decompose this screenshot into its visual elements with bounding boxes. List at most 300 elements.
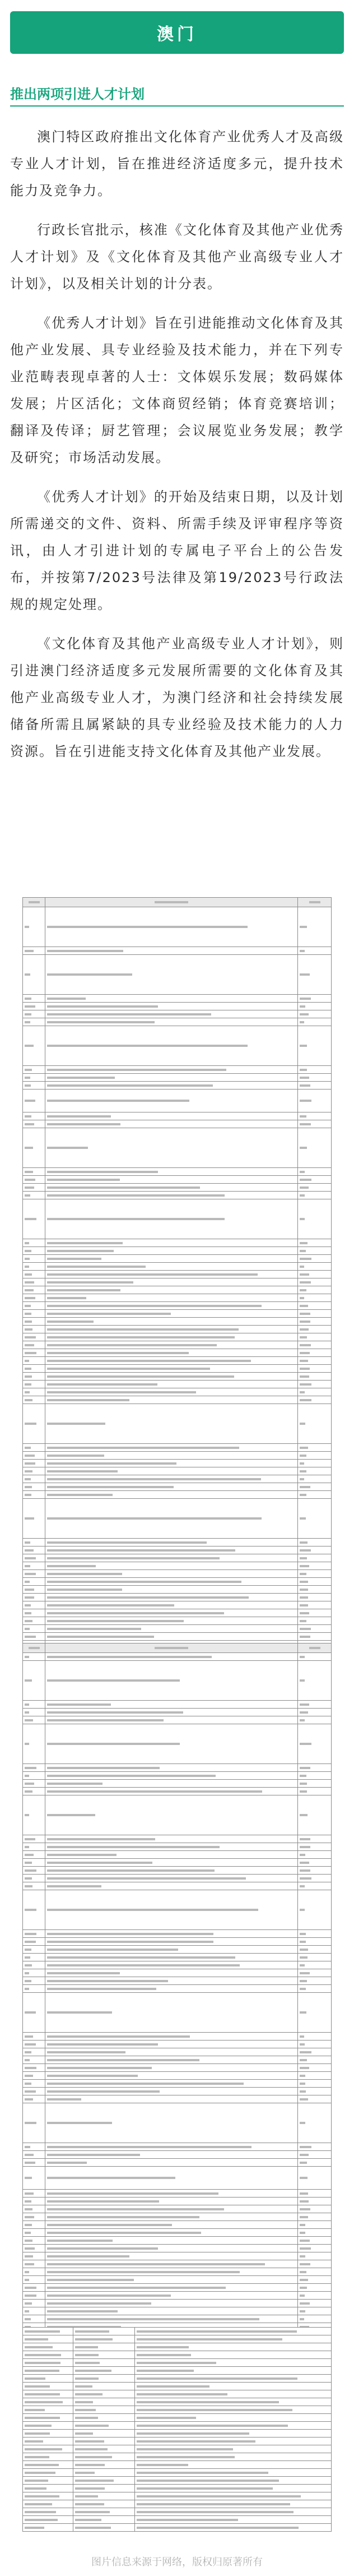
table-cell (298, 1499, 332, 1539)
illegible-text (25, 2385, 50, 2388)
illegible-text (25, 2448, 62, 2450)
table-cell (23, 1709, 45, 1716)
table-cell (298, 1795, 332, 1835)
illegible-text (300, 1069, 307, 1071)
article-body (10, 123, 344, 777)
table-cell (23, 1460, 45, 1467)
illegible-text (25, 1814, 29, 1816)
illegible-text (47, 1719, 164, 1721)
table-cell (298, 1780, 332, 1788)
illegible-text (25, 2287, 36, 2289)
illegible-text (47, 1013, 211, 1015)
table-cell (298, 2190, 332, 2198)
illegible-text (25, 1885, 32, 1887)
table-cell (298, 1120, 332, 1128)
table-cell (23, 1625, 45, 1633)
table-cell (45, 1578, 298, 1586)
table-row (23, 1199, 332, 1239)
illegible-text (47, 1375, 234, 1378)
table-row (23, 2190, 332, 2198)
table-cell (45, 2198, 298, 2205)
illegible-text (137, 2346, 189, 2348)
illegible-text (25, 2059, 30, 2061)
table-cell (45, 1601, 298, 1609)
table-row (23, 1294, 332, 1302)
table-cell (45, 1617, 298, 1625)
illegible-text (300, 1877, 311, 1880)
illegible-text (300, 1980, 307, 1982)
illegible-text (25, 1783, 34, 1785)
table-cell (23, 1074, 45, 1082)
table-cell (298, 1460, 332, 1467)
table-cell (73, 2430, 135, 2437)
image-credit-caption: 图片信息来源于网络，版权归原著所有 (91, 2556, 263, 2568)
table-cell (298, 2221, 332, 2229)
illegible-text (47, 2271, 240, 2273)
table-cell (45, 1341, 298, 1349)
table-cell (298, 1709, 332, 1716)
table-row (23, 1120, 332, 1128)
table-cell (45, 2167, 298, 2190)
illegible-text (47, 1494, 113, 1496)
illegible-text (137, 2511, 294, 2513)
illegible-text (25, 2098, 33, 2100)
table-row (23, 1985, 332, 1993)
table-cell (298, 1882, 332, 1890)
table-cell (45, 1365, 298, 1373)
illegible-text (300, 2287, 307, 2289)
table-cell (23, 2252, 45, 2260)
table-row (23, 1633, 332, 1641)
table-cell (23, 1357, 45, 1365)
table-cell (45, 2048, 298, 2056)
paragraph: 澳门特区政府推出文化体育产业优秀人才及高级专业人才计划，旨在推进经济适度多元，提升技术能力及竞争力。 (10, 129, 344, 198)
table-cell (298, 1772, 332, 1780)
illegible-text (47, 1005, 158, 1008)
table-cell (23, 955, 45, 995)
table-cell (23, 1875, 45, 1882)
table-cell (45, 1609, 298, 1617)
table-cell (298, 1247, 332, 1255)
table-cell (23, 1018, 45, 1026)
table-cell (298, 1633, 332, 1641)
table-cell (23, 2095, 45, 2103)
table-cell (23, 1554, 45, 1562)
table-cell (73, 2367, 135, 2375)
table-cell (298, 955, 332, 995)
table-cell (23, 2422, 73, 2430)
illegible-text (300, 2146, 311, 2148)
illegible-text (25, 1854, 34, 1856)
illegible-text (47, 1171, 158, 1173)
table-cell (298, 1018, 332, 1026)
illegible-text (25, 1250, 31, 1252)
table-cell (23, 1286, 45, 1294)
illegible-text (25, 2495, 59, 2497)
illegible-text (47, 1486, 174, 1488)
illegible-text (300, 1115, 306, 1118)
table-cell (23, 2328, 73, 2335)
illegible-text (25, 2295, 36, 2297)
table-row (23, 1357, 332, 1365)
illegible-text (25, 1084, 31, 1087)
illegible-text (47, 1656, 212, 1658)
table-cell (23, 1843, 45, 1851)
table-cell (23, 1404, 45, 1444)
table-row (23, 2268, 332, 2276)
table-cell (23, 2367, 73, 2375)
table-row (23, 1271, 332, 1278)
illegible-text (25, 1005, 35, 1008)
table-cell (45, 1444, 298, 1452)
illegible-text (25, 2208, 32, 2210)
illegible-text (25, 1179, 35, 1181)
illegible-text (300, 1045, 307, 1047)
table-cell (23, 1491, 45, 1499)
illegible-text (137, 2338, 282, 2340)
illegible-text (300, 1549, 311, 1552)
table-cell (45, 1554, 298, 1562)
table-cell (23, 2524, 73, 2532)
illegible-text (47, 1790, 262, 1793)
table-cell (45, 1562, 298, 1570)
illegible-text (25, 2255, 33, 2258)
table-cell (45, 1192, 298, 1199)
table-cell (298, 1483, 332, 1491)
illegible-text (155, 1647, 188, 1649)
table-row (23, 1554, 332, 1562)
illegible-text (300, 2240, 310, 2242)
table-cell (45, 1082, 298, 1090)
illegible-text (75, 2330, 109, 2333)
illegible-text (25, 2370, 59, 2372)
illegible-text (47, 1021, 155, 1023)
table-cell (23, 1467, 45, 1475)
illegible-text (47, 1679, 180, 1682)
paragraph: 《优秀人才计划》旨在引进能推动文化体育及其他产业发展、具专业经验及技术能力，并在下列专业范畴表现卓著的人士：文体娱乐发展；数码媒体发展；片区活化；文体商贸经销；体育竞赛培训；翻译及传译；厨艺管理；会议展览业务发展；教学及研究；市场活动发展。 (10, 315, 344, 465)
table-cell (45, 2260, 298, 2268)
table-cell (23, 1938, 45, 1946)
table-row (23, 1286, 332, 1294)
table-cell (298, 1562, 332, 1570)
table-cell (45, 995, 298, 1003)
illegible-text (75, 2338, 113, 2340)
table-cell (298, 1184, 332, 1192)
table-cell (45, 1199, 298, 1239)
table-cell (45, 1969, 298, 1977)
table-row (23, 2351, 332, 2359)
illegible-text (137, 2440, 255, 2443)
table-row (23, 1396, 332, 1404)
illegible-text (47, 2216, 199, 2218)
illegible-text (47, 1854, 117, 1856)
illegible-text (25, 1767, 36, 1769)
illegible-text (47, 1297, 86, 1299)
table-header-cell (45, 1644, 298, 1653)
table-cell (298, 1467, 332, 1475)
illegible-text (25, 2035, 33, 2038)
table-row (23, 2485, 332, 2492)
table-cell (298, 1764, 332, 1772)
table-row (23, 2072, 332, 2080)
illegible-text (300, 1218, 305, 1220)
illegible-text (47, 2240, 113, 2242)
illegible-text (25, 2162, 35, 2164)
table-cell (45, 1882, 298, 1890)
table-row (23, 2398, 332, 2406)
table-header-cell (23, 898, 45, 907)
illegible-text (25, 1399, 32, 1401)
table-cell (23, 1239, 45, 1247)
table-cell (45, 1491, 298, 1499)
illegible-text (300, 2035, 304, 2038)
header-title: 澳门 (157, 25, 197, 44)
table-cell (23, 2143, 45, 2151)
table-row (23, 1003, 332, 1010)
table-cell (23, 2276, 45, 2284)
table-cell (23, 1586, 45, 1594)
table-cell (23, 1349, 45, 1357)
illegible-text (25, 1862, 32, 1864)
illegible-text (25, 2240, 32, 2242)
table-row (23, 1388, 332, 1396)
illegible-text (47, 1549, 235, 1552)
illegible-text (47, 1423, 105, 1425)
illegible-text (25, 1589, 34, 1591)
table-cell (298, 1444, 332, 1452)
table-cell (73, 2351, 135, 2359)
table-row (23, 2103, 332, 2143)
illegible-text (75, 2527, 111, 2529)
table-cell (298, 1192, 332, 1199)
illegible-text (47, 2035, 190, 2038)
table-cell (298, 1954, 332, 1961)
paragraph: 《优秀人才计划》的开始及结束日期，以及计划所需递交的文件、资料、所需手续及评审程序等资讯，由人才引进计划的专属电子平台上的公告发布，并按第7/2023号法律及第19/2023号行政法规的规定处理。 (10, 489, 344, 612)
table-cell (45, 1851, 298, 1859)
table-cell (45, 1381, 298, 1388)
illegible-text (47, 2287, 226, 2289)
table-cell (45, 1724, 298, 1764)
illegible-text (47, 1596, 249, 1599)
illegible-text (25, 2051, 31, 2053)
table-cell (23, 1483, 45, 1491)
illegible-text (25, 2154, 34, 2156)
table-row (23, 1594, 332, 1601)
illegible-text (47, 2200, 159, 2203)
illegible-text (25, 1494, 31, 1496)
illegible-text (47, 1517, 262, 1520)
table-cell (45, 1026, 298, 1066)
table-cell (23, 1609, 45, 1617)
illegible-text (25, 1620, 32, 1622)
illegible-text (75, 2480, 114, 2482)
illegible-text (25, 2409, 45, 2411)
table-row (23, 2229, 332, 2237)
table-cell (45, 1539, 298, 1546)
table-cell (45, 2221, 298, 2229)
table-row (23, 1875, 332, 1882)
table-row (23, 2367, 332, 2375)
table-row (23, 2508, 332, 2516)
table-cell (23, 1890, 45, 1930)
table-cell (23, 1112, 45, 1120)
illegible-text (300, 1909, 305, 1911)
illegible-text (75, 2346, 98, 2348)
table-cell (298, 2072, 332, 2080)
illegible-text (75, 2432, 93, 2435)
table-cell (23, 2485, 73, 2492)
illegible-text (47, 1360, 251, 1362)
table-cell (45, 1404, 298, 1444)
illegible-text (47, 1620, 184, 1622)
illegible-text (309, 901, 320, 903)
table-cell (45, 2103, 298, 2143)
illegible-text (25, 950, 34, 952)
table-cell (298, 2143, 332, 2151)
table-row (23, 2343, 332, 2351)
illegible-text (47, 2318, 259, 2320)
table-row (23, 2437, 332, 2445)
table-row (23, 1090, 332, 1112)
illegible-text (47, 1877, 246, 1880)
table-row (23, 1954, 332, 1961)
illegible-text (300, 973, 310, 976)
table-cell (298, 2088, 332, 2095)
illegible-text (75, 2472, 95, 2474)
table-cell (45, 1633, 298, 1641)
table-row (23, 1890, 332, 1930)
table-cell (45, 1184, 298, 1192)
table-cell (45, 2095, 298, 2103)
table-cell (23, 1168, 45, 1176)
table-row (23, 1452, 332, 1460)
illegible-text (137, 2472, 268, 2474)
table-cell (23, 1365, 45, 1373)
table-cell (135, 2328, 332, 2335)
table-cell (298, 1357, 332, 1365)
table-cell (45, 1247, 298, 1255)
illegible-text (25, 1743, 29, 1745)
table-cell (23, 1859, 45, 1867)
table-cell (23, 1954, 45, 1961)
table-cell (73, 2383, 135, 2390)
table-cell (45, 1546, 298, 1554)
illegible-text (137, 2432, 249, 2435)
table-cell (45, 1795, 298, 1835)
table-cell (298, 2151, 332, 2159)
illegible-text (300, 1838, 310, 1840)
table-row (23, 1074, 332, 1082)
table-cell (298, 1365, 332, 1373)
table-row (23, 1239, 332, 1247)
table-cell (23, 2359, 73, 2367)
table-cell (298, 1294, 332, 1302)
illegible-text (137, 2378, 297, 2380)
illegible-text (300, 2295, 305, 2297)
table-row (23, 2159, 332, 2167)
illegible-text (75, 2354, 99, 2356)
table-cell (298, 1601, 332, 1609)
table-cell (23, 1780, 45, 1788)
illegible-text (25, 2417, 60, 2419)
table-cell (23, 2190, 45, 2198)
table-cell (298, 1302, 332, 1310)
illegible-text (47, 1383, 157, 1386)
illegible-text (25, 1360, 29, 1362)
table-cell (298, 1653, 332, 1661)
illegible-text (47, 2043, 158, 2046)
table-cell (23, 1969, 45, 1977)
table-row (23, 1625, 332, 1633)
table-cell (45, 2300, 298, 2307)
table-cell (298, 1570, 332, 1578)
table-cell (298, 1475, 332, 1483)
illegible-text (300, 1790, 307, 1793)
table-cell (23, 1594, 45, 1601)
table-cell (298, 1128, 332, 1168)
illegible-text (25, 2146, 30, 2148)
illegible-text (300, 1147, 307, 1149)
illegible-text (47, 1273, 258, 1276)
table-cell (23, 2229, 45, 2237)
table-row (23, 2335, 332, 2343)
table-cell (23, 1716, 45, 1724)
illegible-text (25, 1541, 30, 1544)
table-cell (298, 1003, 332, 1010)
table-cell (298, 2103, 332, 2143)
illegible-text (300, 2216, 308, 2218)
table-cell (45, 1985, 298, 1993)
table-cell (298, 1724, 332, 1764)
illegible-text (47, 1541, 207, 1544)
illegible-text (25, 2393, 60, 2395)
illegible-text (25, 1013, 31, 1015)
illegible-text (25, 2464, 59, 2466)
illegible-text (47, 1368, 210, 1370)
table-cell (73, 2508, 135, 2516)
table-cell (298, 907, 332, 947)
table-cell (298, 1969, 332, 1977)
table-cell (45, 2268, 298, 2276)
table-row (23, 1578, 332, 1586)
illegible-text (47, 1885, 101, 1887)
illegible-text (300, 2059, 307, 2061)
illegible-text (300, 2011, 306, 2014)
table-row (23, 1993, 332, 2033)
table-cell (298, 1938, 332, 1946)
table-row (23, 2292, 332, 2300)
table-cell (298, 1066, 332, 1074)
illegible-text (47, 1187, 200, 1189)
table-cell (45, 1357, 298, 1365)
table-cell (45, 1090, 298, 1112)
table-cell (45, 2315, 298, 2323)
table-cell (23, 1772, 45, 1780)
illegible-text (47, 1980, 168, 1982)
table-cell (73, 2485, 135, 2492)
table-cell (45, 1396, 298, 1404)
illegible-text (25, 2083, 31, 2085)
table-cell (45, 1594, 298, 1601)
table-cell (23, 2072, 45, 2080)
illegible-text (300, 2192, 308, 2195)
table-cell (45, 1333, 298, 1341)
table-cell (298, 2095, 332, 2103)
illegible-text (300, 1462, 304, 1465)
table-row (23, 1381, 332, 1388)
table-row (23, 1349, 332, 1357)
table-cell (23, 2056, 45, 2064)
